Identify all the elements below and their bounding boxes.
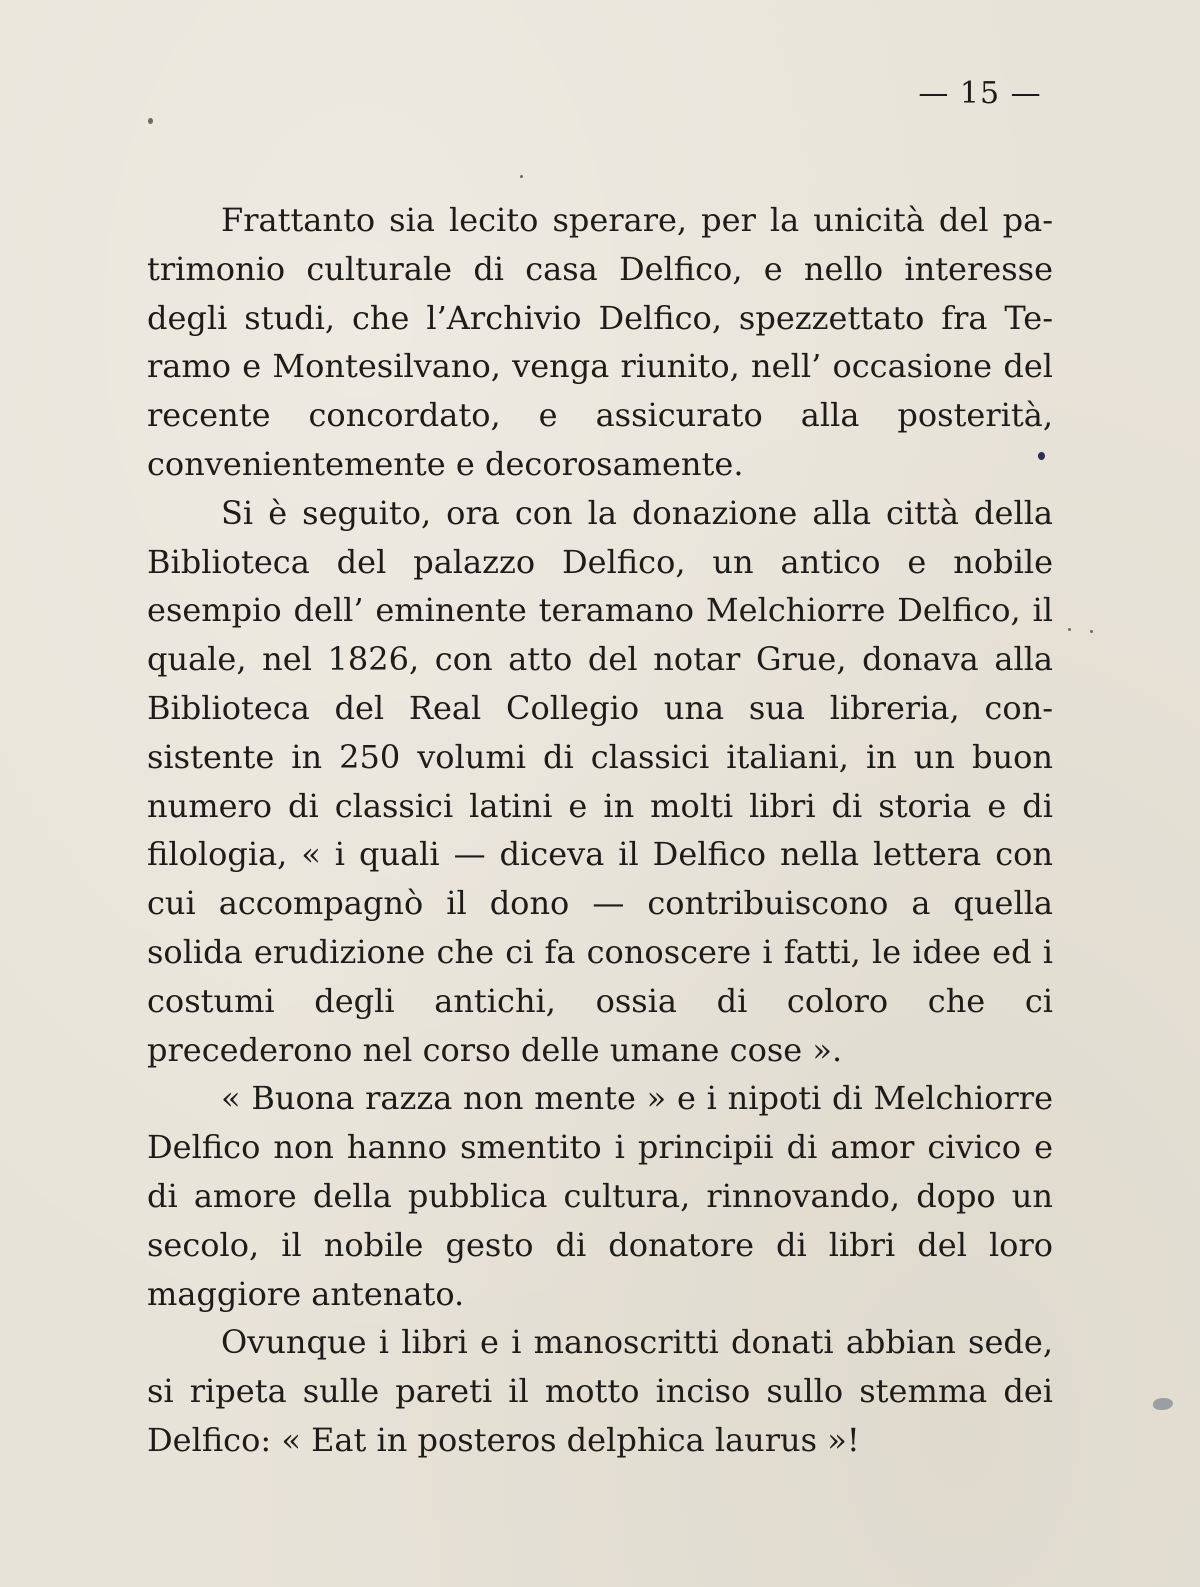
body-text [147, 196, 1053, 1465]
paper-stain [1153, 1398, 1173, 1410]
paragraph-motto: Ovunque i libri e i manoscritti donati abbian sede, si ripeta sulle pareti il motto inciso sullo stemma dei Delfico: « Eat in posteros delphica laurus »! [147, 1323, 1053, 1459]
ink-speck [520, 175, 523, 178]
ink-speck [1068, 628, 1071, 631]
ink-speck [1090, 630, 1093, 633]
paragraph-archivio: Frattanto sia lecito sperare, per la unicità del patrimonio culturale di casa Delfico, e nello interesse degli studi, che l’Archivio Delfico, spezzettato fra Teramo e Montesilvano, venga riunito, nell’ occasione del recente concordato, e assicurato alla posterità, convenientemente e decorosamente. [147, 201, 1053, 483]
paragraph-nipoti: « Buona razza non mente » e i nipoti di Melchiorre Delfico non hanno smentito i principii di amor civico e di amore della pubblica cultura, rinnovando, dopo un secolo, il nobile gesto di donatore di libri del loro maggiore antenato. [147, 1079, 1053, 1313]
ink-speck [1038, 452, 1045, 460]
ink-speck [148, 118, 153, 124]
paragraph-donazione: Si è seguito, ora con la donazione alla città della Biblioteca del palazzo Delfico, un antico e nobile esempio dell’ eminente teramano Melchiorre Delfico, il quale, nel 1826, con atto del notar Grue, donava alla Biblioteca del Real Collegio una sua libreria, consistente in 250 volumi di classici italiani, in un buon numero di classici latini e in molti libri di storia e di filologia, « i quali — diceva il Delfico nella lettera con cui accompagnò il dono — contribuiscono a quella solida erudizione che ci fa conoscere i fatti, le idee ed i costumi degli antichi, ossia di coloro che ci precederono nel corso delle umane cose ». [147, 493, 1053, 1069]
page-number: — 15 — [918, 76, 1042, 111]
